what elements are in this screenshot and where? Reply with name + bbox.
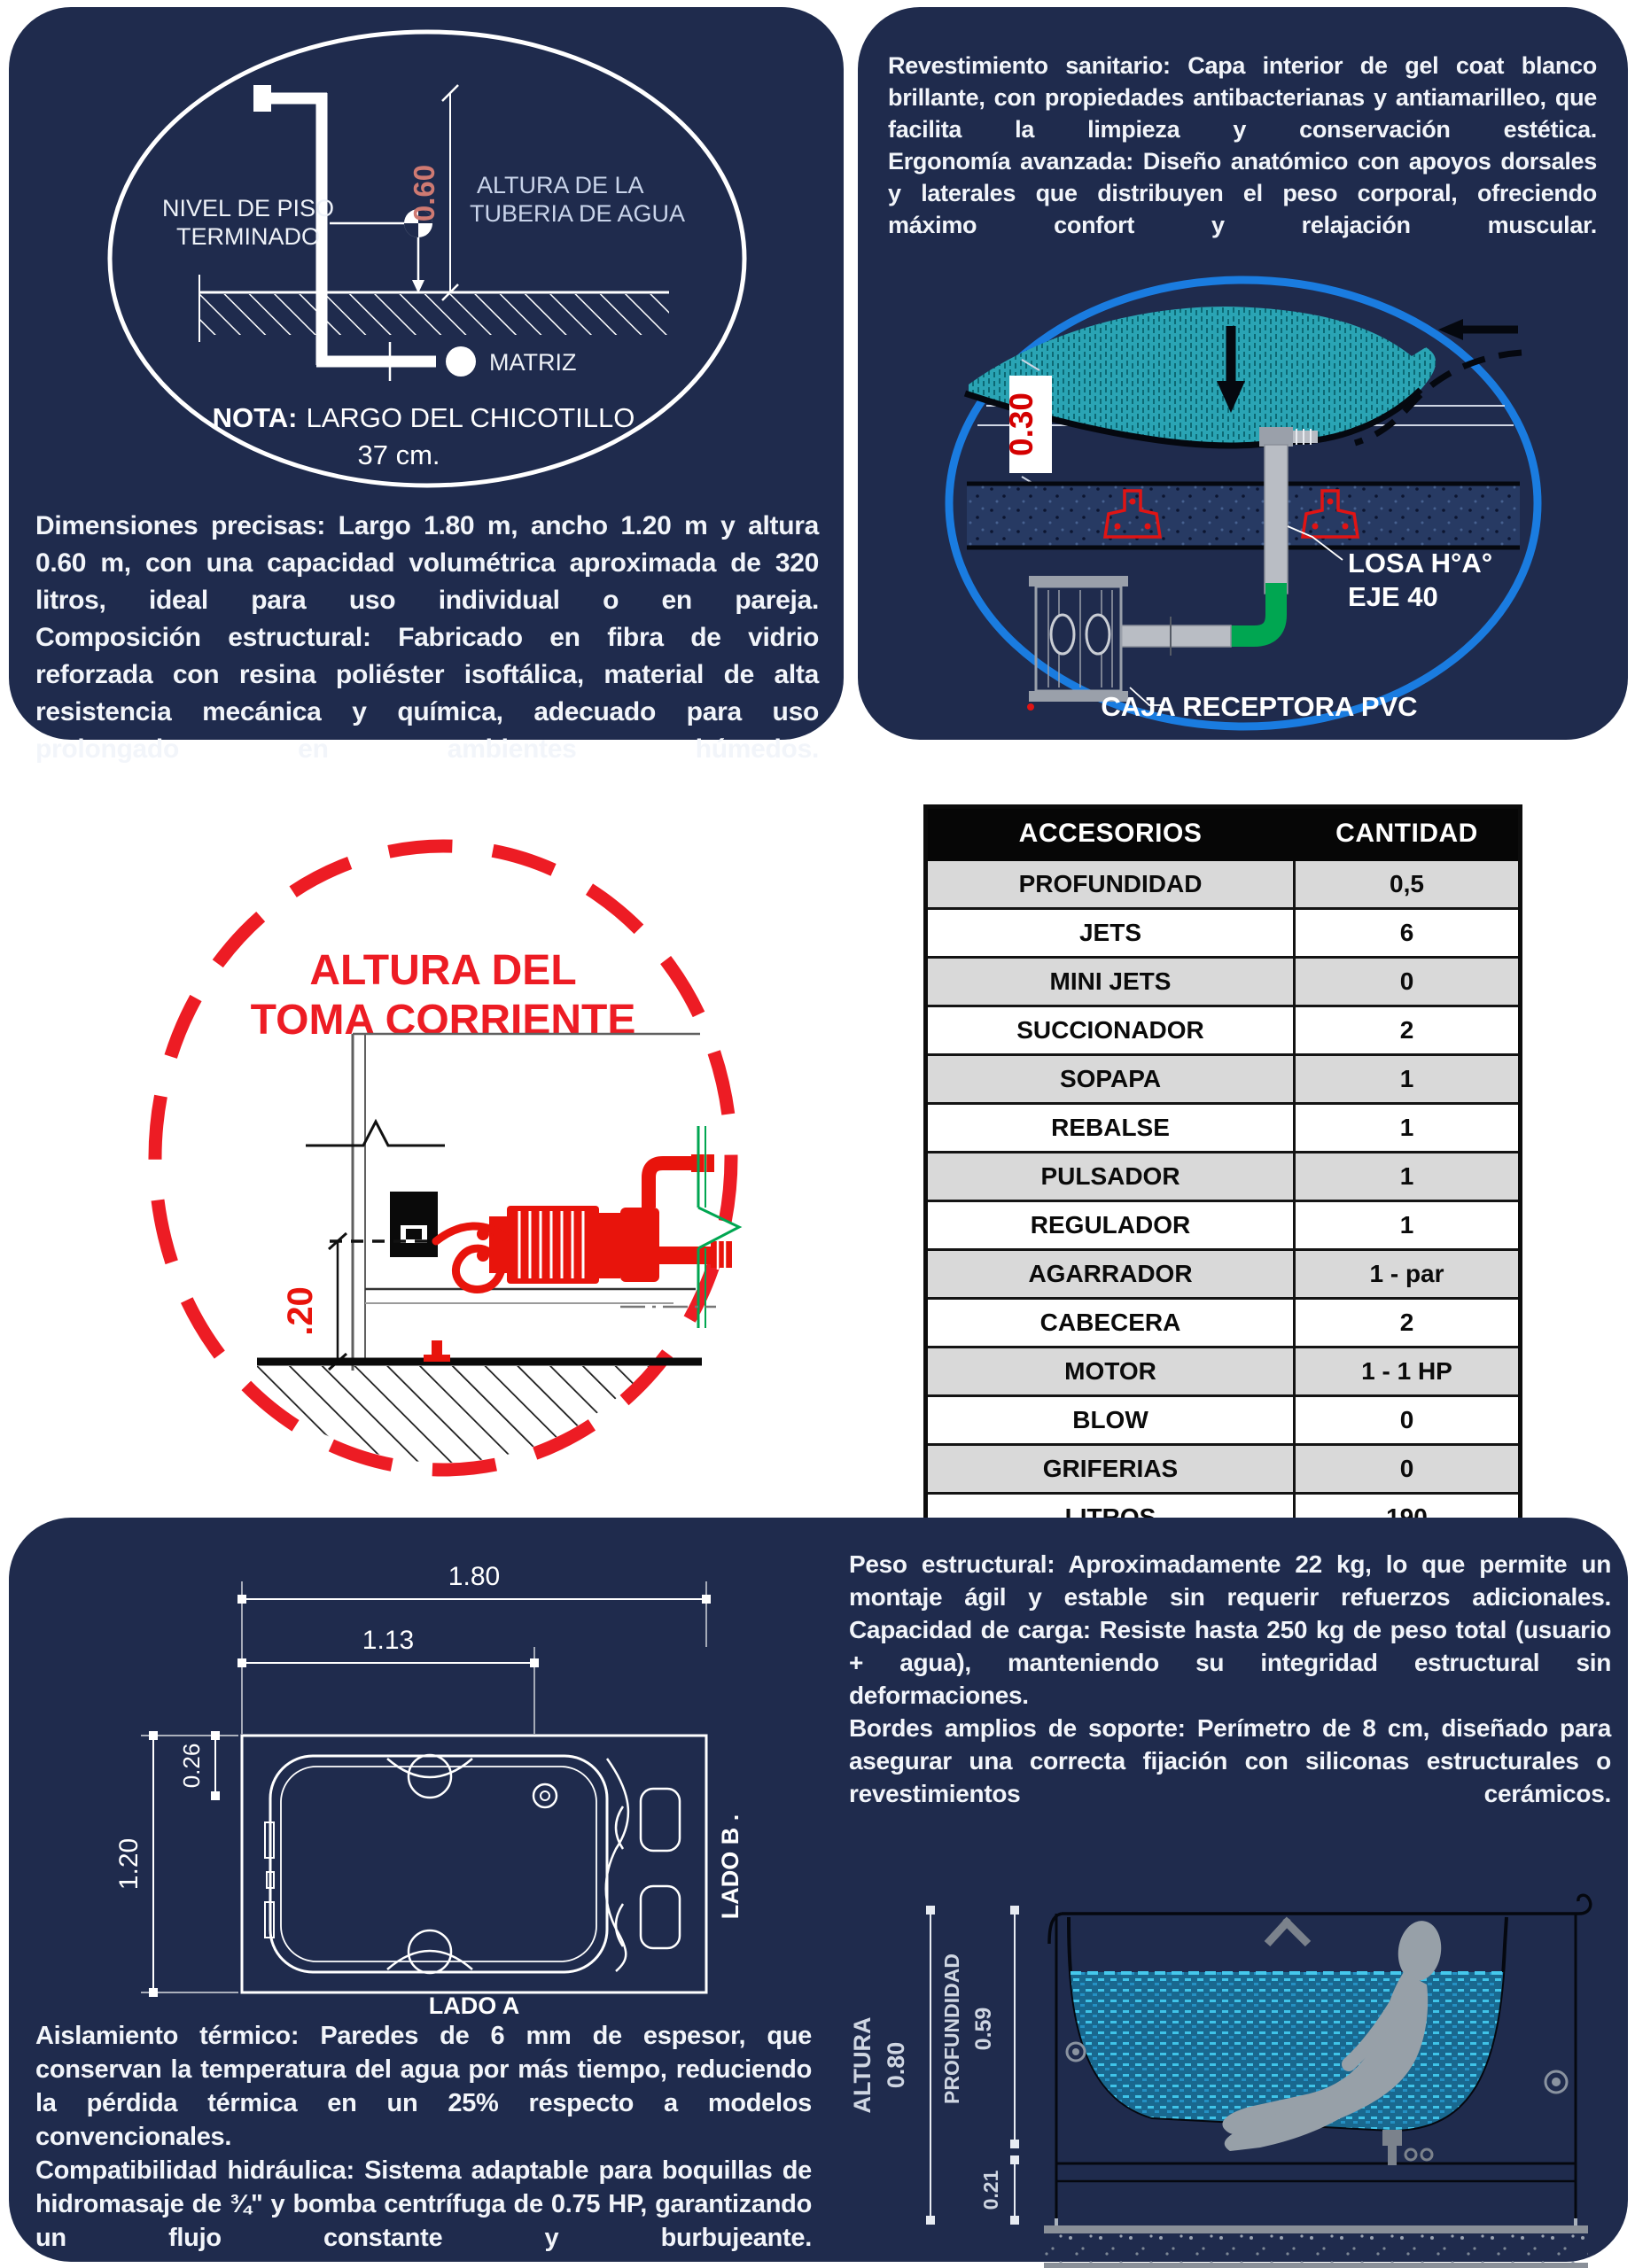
svg-text:EJE 40: EJE 40 [1348, 581, 1438, 612]
panel-water-pipe-specs [9, 7, 844, 764]
losa-label: LOSA H°A° [1348, 548, 1493, 579]
break-symbol [306, 1122, 445, 1146]
table-row: MINI JETS 0 [926, 958, 1521, 1006]
floor-structure [1044, 2218, 1588, 2268]
green-elbow [1227, 583, 1276, 636]
svg-text:TOMA CORRIENTE: TOMA CORRIENTE [250, 997, 636, 1044]
paragraph-aislamiento: Aislamiento térmico: Paredes de 6 mm de espesor, que conservan la temperatura del agua por más tiempo, reduciendo la pérdida térmica en un 25% respecto a modelos convencionales. [35, 2022, 812, 2151]
caja-receptora-label: CAJA RECEPTORA PVC [1101, 691, 1418, 722]
lado-a-label: LADO A [428, 1992, 520, 2019]
pump-drawing [436, 1153, 732, 1289]
table-row: REBALSE 1 [926, 1104, 1521, 1153]
tub-section-diagram [824, 1859, 1626, 2257]
table-row: CABECERA 2 [926, 1299, 1521, 1348]
coating-text-block [888, 50, 1597, 241]
col-header-accesorios: ACCESORIOS [926, 807, 1295, 860]
diagram-title: ALTURA DEL [309, 947, 577, 994]
nota-value: 37 cm. [357, 439, 440, 470]
paragraph-capacidad: Capacidad de carga: Resiste hasta 250 kg de peso total (usuario + agua), manteniendo su integridad estructural sin deformaciones. [849, 1616, 1611, 1709]
weight-text-block [849, 1548, 1611, 1810]
section-dimensions [849, 1906, 1019, 2225]
altura-label: ALTURA [849, 2016, 876, 2114]
tub-plan-view-diagram [49, 1530, 767, 2017]
svg-text:0.60: 0.60 [408, 164, 440, 222]
panel-structure-specs [9, 1518, 1628, 2262]
pump-foot [424, 1340, 450, 1362]
insulation-text-block [35, 2019, 812, 2255]
dim-ancho: 1.20 [114, 1837, 144, 1891]
table-row: JETS 6 [926, 909, 1521, 958]
profundidad-label: PROFUNDIDAD [940, 1953, 963, 2104]
dim-060 [408, 85, 458, 300]
table-header-row [926, 807, 1521, 860]
dimensions-text-block [35, 508, 819, 768]
paragraph-ergonomia: Ergonomía avanzada: Diseño anatómico con apoyos dorsales y laterales que distribuyen el peso corporal, ofreciendo máximo confort y relajación muscular. [888, 148, 1597, 238]
drain-installation-diagram [933, 271, 1553, 736]
lado-b-label: LADO B . [717, 1814, 744, 1920]
col-header-cantidad: CANTIDAD [1295, 807, 1521, 860]
matriz-label: MATRIZ [489, 349, 577, 376]
table-row: REGULADOR 1 [926, 1201, 1521, 1250]
paragraph-composicion: Composición estructural: Fabricado en fibra de vidrio reforzada con resina poliéster isoftálica, material de alta resistencia mecánica y química, adecuado para uso prolongado en ambientes húmedos. [35, 623, 819, 764]
altura-tuberia-label: ALTURA DE LA [477, 172, 644, 198]
table-row: SUCCIONADOR 2 [926, 1006, 1521, 1055]
dim-borde: 0.26 [178, 1743, 205, 1789]
nivel-piso-label: NIVEL DE PISO [161, 195, 335, 221]
table-row: BLOW 0 [926, 1396, 1521, 1445]
table-row: SOPAPA 1 [926, 1055, 1521, 1104]
accessories-table [923, 804, 1522, 1545]
table-row: PROFUNDIDAD 0,5 [926, 860, 1521, 909]
dim-030 [1003, 360, 1052, 487]
inlet-arrow-icon [1438, 319, 1518, 340]
matriz-node [446, 346, 476, 377]
svg-text:.20: .20 [281, 1286, 320, 1336]
paragraph-dimensiones: Dimensiones precisas: Largo 1.80 m, ancho 1.20 m y altura 0.60 m, con una capacidad volumétrica aproximada de 320 litros, ideal para uso individual o en pareja. [35, 511, 819, 615]
floor-hatch [199, 294, 669, 335]
nota-line: NOTA: LARGO DEL CHICOTILLO [212, 402, 635, 433]
table-row: AGARRADOR 1 - par [926, 1250, 1521, 1299]
altura-value: 0.80 [883, 2041, 909, 2089]
dim-largo: 1.80 [448, 1562, 501, 1591]
concrete-slab [967, 484, 1520, 548]
water-pipe-diagram [97, 18, 758, 501]
paragraph-compatibilidad: Compatibilidad hidráulica: Sistema adaptable para boquillas de hidromasaje de ¾" y bomba centrífuga de 0.75 HP, garantizando un flujo constante y burbujeante. [35, 2156, 812, 2252]
table-row: MOTOR 1 - 1 HP [926, 1348, 1521, 1396]
svg-text:TERMINADO: TERMINADO [176, 223, 320, 250]
dim-interior: 1.13 [362, 1626, 415, 1655]
paragraph-revestimiento: Revestimiento sanitario: Capa interior de gel coat blanco brillante, con propiedades antibacterianas y antiamarilleo, que facilita la limpieza y conservación estética. [888, 52, 1597, 143]
table-row: PULSADOR 1 [926, 1153, 1521, 1201]
profundidad-value: 0.59 [971, 2007, 996, 2051]
toma-corriente-diagram [124, 811, 762, 1497]
outlet-box [390, 1192, 438, 1257]
paragraph-bordes: Bordes amplios de soporte: Perímetro de 8 cm, diseñado para asegurar una correcta fijación con siliconas estructurales o revestimientos cerámicos. [849, 1714, 1611, 1807]
paragraph-peso: Peso estructural: Aproximadamente 22 kg, lo que permite un montaje ágil y estable sin requerir refuerzos adicionales. [849, 1550, 1611, 1611]
table-row: GRIFERIAS 0 [926, 1445, 1521, 1494]
svg-text:0.30: 0.30 [1003, 392, 1039, 457]
base-value: 0.21 [979, 2170, 1002, 2210]
panel-drain-specs [858, 7, 1628, 740]
svg-text:TUBERIA DE AGUA: TUBERIA DE AGUA [470, 200, 686, 227]
